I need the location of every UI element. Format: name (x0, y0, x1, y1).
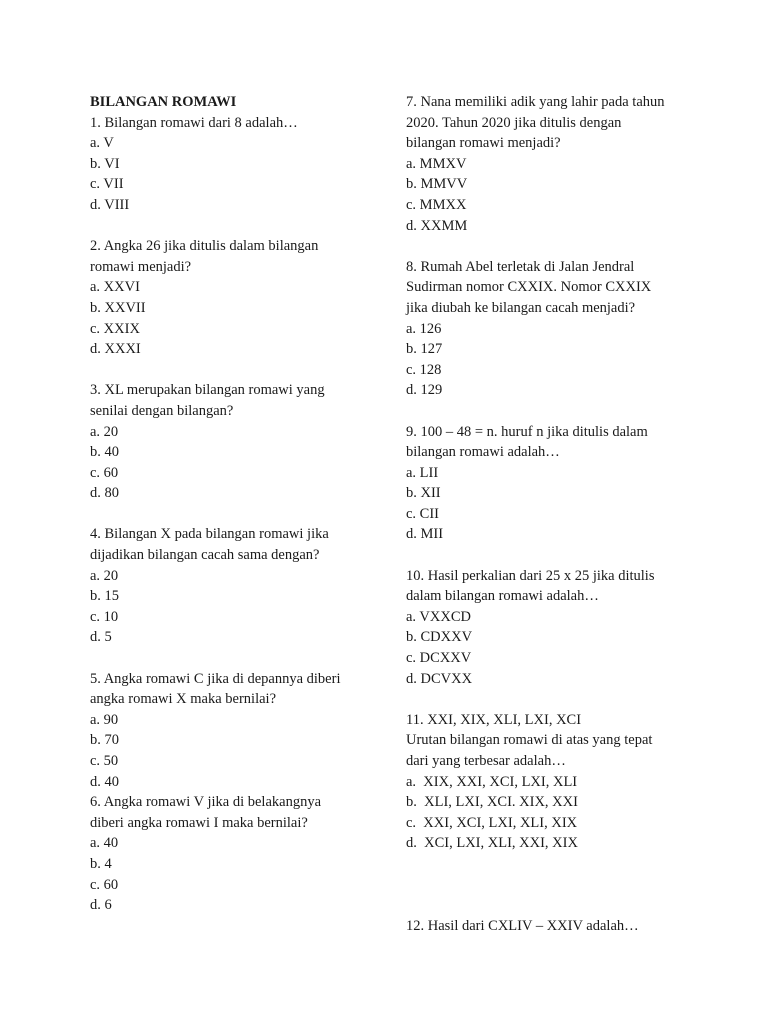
question-text: dalam bilangan romawi adalah… (406, 588, 599, 605)
question-text: bilangan romawi adalah… (406, 444, 560, 461)
question-text: 5. Angka romawi C jika di depannya diberi (90, 670, 341, 687)
option-c: c. XXIX (90, 320, 140, 337)
question-text: 1. Bilangan romawi dari 8 adalah… (90, 114, 298, 131)
left-column (90, 92, 390, 916)
option-c: c. CII (406, 505, 440, 522)
option-c: c. MMXX (406, 196, 467, 213)
question-text: 11. XXI, XIX, XLI, LXI, XCI (406, 711, 582, 728)
option-b: b. MMVV (406, 176, 468, 193)
question-text: 9. 100 – 48 = n. huruf n jika ditulis dalam (406, 423, 648, 440)
option-a: a. XXVI (90, 279, 140, 296)
option-a: a. V (90, 135, 114, 152)
option-a: a. LII (406, 464, 439, 481)
question-6 (90, 792, 390, 916)
question-text: 2. Angka 26 jika ditulis dalam bilangan (90, 238, 319, 255)
option-c: c. 50 (90, 753, 119, 769)
question-text: 2020. Tahun 2020 jika ditulis dengan (406, 114, 622, 131)
question-4 (90, 524, 390, 648)
option-b: b. 127 (406, 341, 443, 358)
question-text: angka romawi X maka bernilai? (90, 691, 277, 708)
question-text: 10. Hasil perkalian dari 25 x 25 jika ditulis (406, 567, 655, 584)
question-10 (406, 566, 706, 690)
option-b: b. 15 (90, 588, 119, 605)
question-text: diberi angka romawi I maka bernilai? (90, 814, 308, 831)
question-text: 8. Rumah Abel terletak di Jalan Jendral (406, 258, 635, 275)
question-text: romawi menjadi? (90, 258, 192, 275)
question-text: 3. XL merupakan bilangan romawi yang (90, 382, 325, 399)
option-c: c. 10 (90, 608, 119, 625)
option-a: a. 90 (90, 711, 119, 728)
question-8 (406, 257, 706, 401)
option-a: a. 20 (90, 423, 119, 440)
option-b: b. 4 (90, 855, 112, 872)
question-2 (90, 236, 390, 360)
option-d: d. DCVXX (406, 670, 473, 687)
question-text: 12. Hasil dari CXLIV – XXIV adalah… (406, 917, 639, 934)
question-text: jika diubah ke bilangan cacah menjadi? (406, 299, 636, 316)
option-a: a. 126 (406, 320, 442, 337)
option-c: c. 128 (406, 361, 442, 378)
option-a: a. VXXCD (406, 608, 471, 625)
option-d: d. XCI, LXI, XLI, XXI, XIX (406, 835, 578, 852)
question-1 (90, 113, 390, 216)
worksheet-title: BILANGAN ROMAWI (90, 94, 237, 110)
option-d: d. XXXI (90, 341, 141, 358)
option-c: c. 60 (90, 464, 119, 481)
question-text: 6. Angka romawi V jika di belakangnya (90, 794, 322, 811)
question-text: 4. Bilangan X pada bilangan romawi jika (90, 526, 329, 543)
option-c: c. DCXXV (406, 650, 472, 667)
question-9 (406, 422, 706, 546)
question-text: Sudirman nomor CXXIX. Nomor CXXIX (406, 279, 652, 296)
option-c: c. VII (90, 176, 124, 193)
option-b: b. 40 (90, 444, 119, 461)
option-d: d. 6 (90, 897, 112, 914)
option-b: b. XII (406, 485, 441, 502)
option-d: d. MII (406, 526, 444, 543)
question-12 (406, 916, 706, 937)
option-d: d. 129 (406, 382, 443, 399)
question-5 (90, 669, 390, 793)
question-text: dari yang terbesar adalah… (406, 753, 566, 769)
option-b: b. 70 (90, 732, 119, 749)
option-d: d. 40 (90, 773, 119, 790)
option-d: d. 80 (90, 485, 119, 502)
option-c: c. XXI, XCI, LXI, XLI, XIX (406, 814, 578, 831)
option-b: b. VI (90, 155, 120, 172)
option-a: a. XIX, XXI, XCI, LXI, XLI (406, 773, 578, 790)
option-d: d. 5 (90, 629, 112, 646)
question-text: bilangan romawi menjadi? (406, 135, 561, 152)
question-3 (90, 380, 390, 504)
option-b: b. XLI, LXI, XCI. XIX, XXI (406, 794, 578, 811)
question-text: Urutan bilangan romawi di atas yang tepat (406, 732, 653, 749)
option-a: a. 20 (90, 567, 119, 584)
question-text: senilai dengan bilangan? (90, 402, 234, 419)
question-11 (406, 710, 706, 854)
option-a: a. MMXV (406, 155, 467, 172)
option-b: b. CDXXV (406, 629, 473, 646)
option-c: c. 60 (90, 876, 119, 893)
option-d: d. XXMM (406, 217, 468, 234)
right-column (406, 92, 706, 937)
question-text: dijadikan bilangan cacah sama dengan? (90, 547, 320, 564)
option-d: d. VIII (90, 196, 130, 213)
question-text: 7. Nana memiliki adik yang lahir pada tahun (406, 94, 665, 110)
option-b: b. XXVII (90, 299, 146, 316)
option-a: a. 40 (90, 835, 119, 852)
question-7 (406, 92, 706, 236)
